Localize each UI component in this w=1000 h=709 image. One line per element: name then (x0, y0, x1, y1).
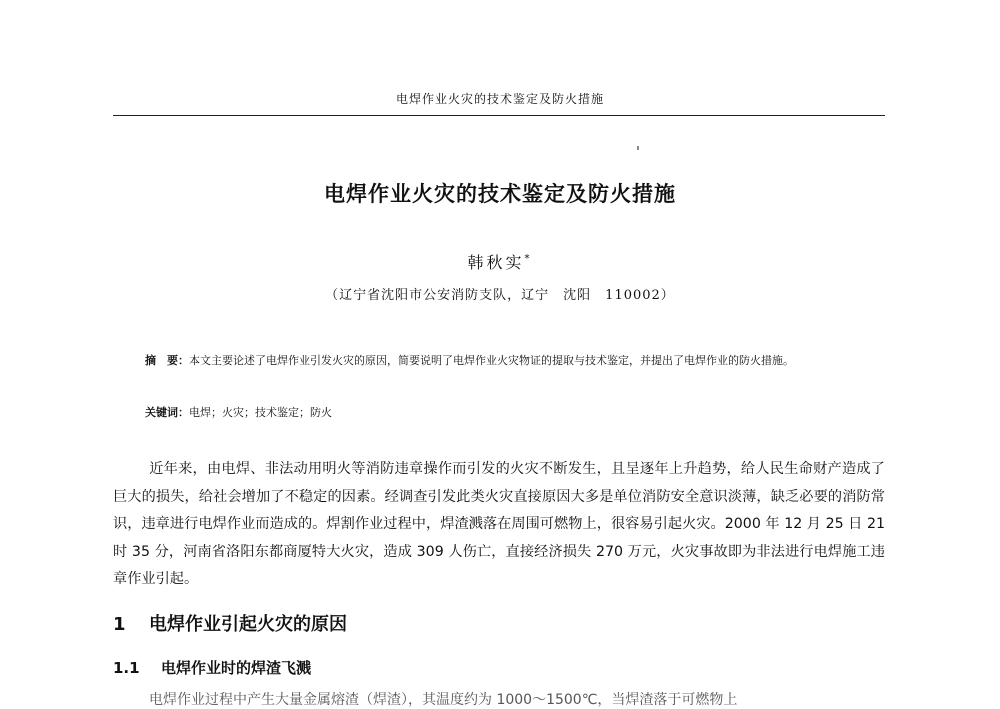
abstract (113, 348, 885, 374)
affiliation: （辽宁省沈阳市公安消防支队，辽宁 沈阳 110002） (325, 288, 675, 303)
running-header: 电焊作业火灾的技术鉴定及防火措施 (395, 92, 604, 106)
abstract-label: 摘 要： (145, 354, 189, 367)
intro-paragraph (113, 456, 885, 594)
intro-paragraph-text: 近年来，由电焊、非法动用明火等消防违章操作而引发的火灾不断发生，且呈逐年上升趋势，给人民生命财产造成了巨大的损失，给社会增加了不稳定的因素。经调查引发此类火灾直接原因大多是单位消防安全意识淡薄，缺乏必要的消防常识，违章进行电焊作业而造成的。焊割作业过程中，焊渣溅落在周围可燃物上，很容易引起火灾。2000 年 12 月 25 日 21 时 35 分，河南省洛阳东都商厦特大火灾，造成 309 人伤亡，直接经济损失 270 万元，火灾事故即为非法进行电焊施工违章作业引起。 (113, 461, 885, 588)
paper-title: 电焊作业火灾的技术鉴定及防火措施 (324, 182, 676, 206)
keywords (145, 404, 332, 420)
section-heading (113, 610, 347, 636)
subsection-number: 1.1 (113, 659, 140, 677)
section-number: 1 (113, 614, 126, 635)
cutoff-paragraph-line: 电焊作业过程中产生大量金属熔渣（焊渣），其温度约为 1000～1500℃，当焊渣落于可燃物上 (149, 692, 738, 708)
scan-speck (637, 146, 639, 150)
subsection-heading (113, 657, 311, 678)
keywords-text: 电焊；火灾；技术鉴定；防火 (189, 406, 332, 419)
keywords-label: 关键词： (145, 406, 189, 419)
section-title: 电焊作业引起火灾的原因 (149, 614, 347, 635)
subsection-title: 电焊作业时的焊渣飞溅 (161, 659, 312, 677)
author-name: 韩秋实 (467, 253, 525, 272)
abstract-text: 本文主要论述了电焊作业引发火灾的原因，简要说明了电焊作业火灾物证的提取与技术鉴定，并提出了电焊作业的防火措施。 (189, 354, 794, 367)
author (0, 250, 1000, 273)
author-footnote-mark: * (524, 253, 533, 265)
header-rule (113, 115, 885, 116)
